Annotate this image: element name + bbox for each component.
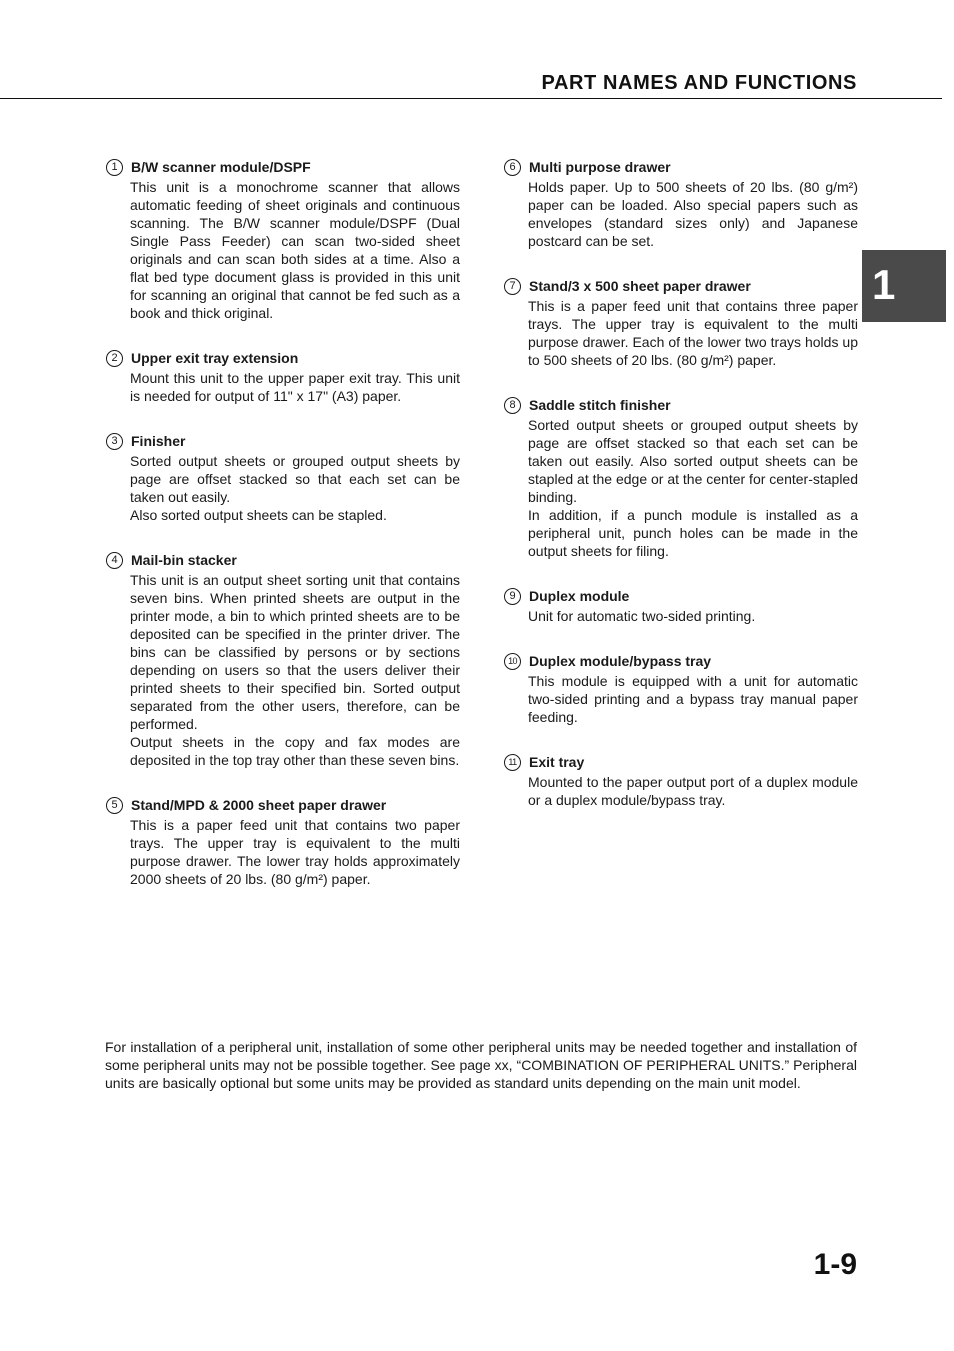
item-multi-purpose-drawer xyxy=(503,156,858,250)
item-title: Exit tray xyxy=(529,754,585,770)
item-title: Finisher xyxy=(131,433,186,449)
installation-note: For installation of a peripheral unit, installation of some other peripheral units may be needed together and installation of some peripheral units may not be possible together. See page xx, “COMBINATION OF PERIPHERAL UNITS.” Peripheral units are basically optional but some units may be provided as standard units depending on the main unit model. xyxy=(105,1039,857,1091)
item-stand-mpd-2000-drawer xyxy=(105,794,460,888)
item-mail-bin-stacker xyxy=(105,549,460,769)
item-title: Mail-bin stacker xyxy=(131,552,237,568)
item-title: Upper exit tray extension xyxy=(131,350,299,366)
item-number: 1 xyxy=(106,159,123,176)
item-number: 9 xyxy=(504,588,521,605)
item-title: Stand/MPD & 2000 sheet paper drawer xyxy=(131,797,387,813)
section-title: PART NAMES AND FUNCTIONS xyxy=(541,72,857,94)
item-title: B/W scanner module/DSPF xyxy=(131,159,311,175)
item-duplex-module-bypass-tray xyxy=(503,650,858,726)
right-column xyxy=(503,156,858,834)
item-number: 3 xyxy=(106,433,123,450)
item-stand-3x500-drawer xyxy=(503,275,858,369)
item-saddle-stitch-finisher xyxy=(503,394,858,560)
header-rule xyxy=(0,98,942,99)
item-bw-scanner-module xyxy=(105,156,460,322)
chapter-tab xyxy=(862,250,946,322)
item-number: 6 xyxy=(504,159,521,176)
item-finisher xyxy=(105,430,460,524)
item-duplex-module xyxy=(503,585,858,625)
item-number: 11 xyxy=(504,754,521,771)
item-number: 8 xyxy=(504,397,521,414)
item-exit-tray xyxy=(503,751,858,809)
item-number: 2 xyxy=(106,350,123,367)
item-title: Stand/3 x 500 sheet paper drawer xyxy=(529,278,751,294)
item-description: This unit is a monochrome scanner that allows automatic feeding of sheet originals and continuous scanning. The B/W scanner module/DSPF (Dual Single Pass Feeder) can scan two-sided sheet originals and can scan both sides at a time. Also a flat bed type document glass is provided in this unit for scanning an original that cannot be fed such as a book and thick original. xyxy=(130,179,460,321)
item-number: 5 xyxy=(106,797,123,814)
item-description: This module is equipped with a unit for automatic two-sided printing and a bypass tray manual paper feeding. xyxy=(528,673,858,725)
item-number: 10 xyxy=(504,653,521,670)
item-description: Also sorted output sheets can be stapled. xyxy=(130,507,387,523)
item-description: Mount this unit to the upper paper exit tray. This unit is needed for output of 11" x 17" (A3) paper. xyxy=(130,370,460,404)
left-column xyxy=(105,156,460,913)
item-description: Sorted output sheets or grouped output sheets by page are offset stacked so that each set can be taken out easily. xyxy=(130,453,460,505)
item-title: Duplex module xyxy=(529,588,630,604)
item-description: This is a paper feed unit that contains three paper trays. The upper tray is equivalent to the multi purpose drawer. Each of the lower two trays holds up to 500 sheets of 20 lbs. (80 g/m²) paper. xyxy=(528,298,858,368)
item-description: Sorted output sheets or grouped output sheets by page are offset stacked so that each set can be taken out easily. Also sorted output sheets can be stapled at the edge or at the center for center-stapled binding. xyxy=(528,417,858,505)
chapter-number: 1 xyxy=(872,261,896,308)
item-description: Mounted to the paper output port of a duplex module or a duplex module/bypass tray. xyxy=(528,774,858,808)
item-title: Duplex module/bypass tray xyxy=(529,653,712,669)
item-description: Output sheets in the copy and fax modes are deposited in the top tray other than these seven bins. xyxy=(130,734,460,768)
item-number: 7 xyxy=(504,278,521,295)
item-upper-exit-tray-extension xyxy=(105,347,460,405)
item-description: In addition, if a punch module is installed as a peripheral unit, punch holes can be made in the output sheets for filing. xyxy=(528,507,858,559)
item-number: 4 xyxy=(106,552,123,569)
item-title: Multi purpose drawer xyxy=(529,159,671,175)
item-description: Holds paper. Up to 500 sheets of 20 lbs. (80 g/m²) paper can be loaded. Also special papers such as envelopes (standard sizes only) and Japanese postcard can be set. xyxy=(528,179,858,249)
page-number: 1-9 xyxy=(813,1248,857,1281)
item-title: Saddle stitch finisher xyxy=(529,397,671,413)
item-description: This is a paper feed unit that contains two paper trays. The upper tray is equivalent to the multi purpose drawer. The lower tray holds approximately 2000 sheets of 20 lbs. (80 g/m²) paper. xyxy=(130,817,460,887)
item-description: This unit is an output sheet sorting unit that contains seven bins. When printed sheets are output in the printer mode, a bin to which printed sheets are to be deposited can be specified in the printer driver. The bins can be classified by persons or by sections depending on users so that the users deliver their printed sheets to their specified bin. Sorted output separated from the other users, therefore, can be performed. xyxy=(130,572,460,732)
item-description: Unit for automatic two-sided printing. xyxy=(528,608,756,624)
